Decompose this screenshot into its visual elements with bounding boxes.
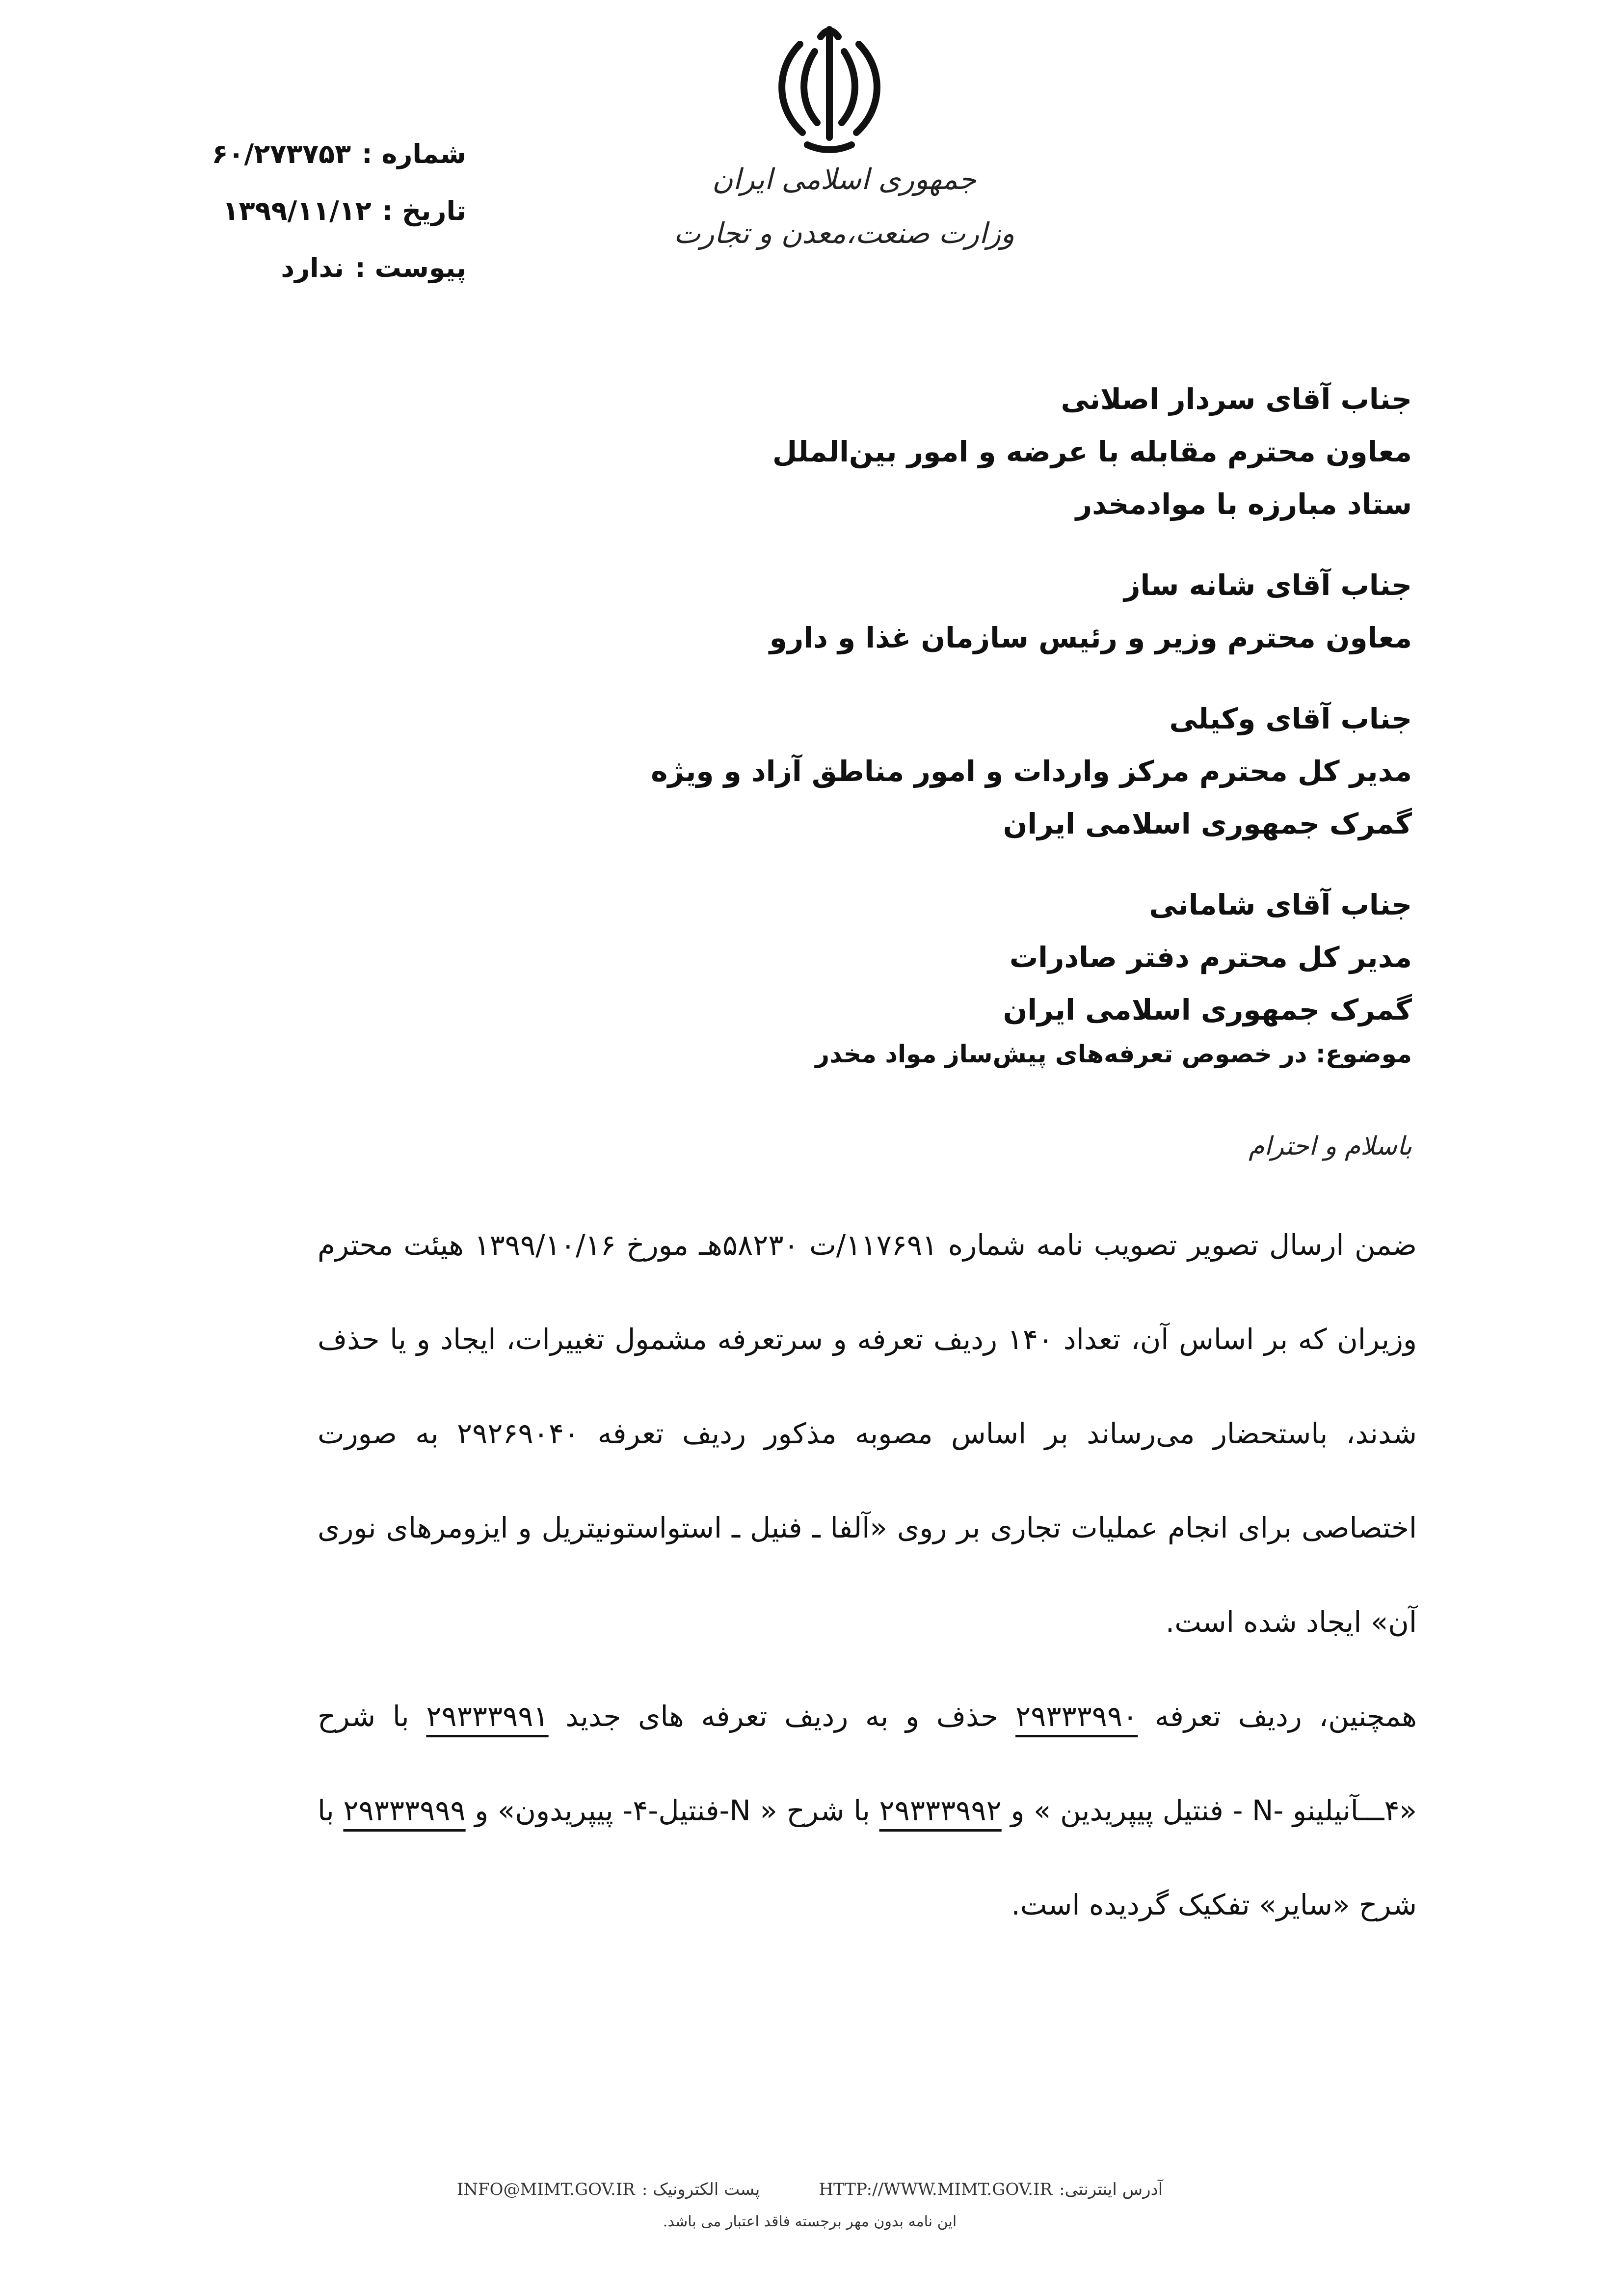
body-text: حذف و به ردیف تعرفه های جدید xyxy=(565,1700,999,1733)
addressee-line: جناب آقای شامانی xyxy=(1149,888,1412,921)
tariff-code: ۲۹۳۳۳۹۹۱ xyxy=(426,1700,549,1733)
body-text: همچنین، ردیف تعرفه xyxy=(1155,1700,1417,1733)
addressee-line: گمرک جمهوری اسلامی ایران xyxy=(1003,807,1412,840)
addressee-list xyxy=(234,373,1412,1065)
website-value: HTTP://WWW.MIMT.GOV.IR xyxy=(819,2180,1053,2199)
letter-subject: موضوع: در خصوص تعرفه‌های پیش‌ساز مواد مخدر xyxy=(815,1040,1412,1068)
ministry-header xyxy=(658,152,1031,260)
website-label: آدرس اینترنتی: xyxy=(1059,2180,1163,2199)
addressee-block xyxy=(234,559,1412,664)
number-value: ۶۰/۲۷۳۷۵۳ xyxy=(212,138,351,169)
tariff-code: ۲۹۳۳۳۹۹۰ xyxy=(1015,1700,1138,1733)
letter-body xyxy=(318,1198,1417,1952)
attachment-row xyxy=(123,239,466,296)
addressee-line: مدیر کل محترم دفتر صادرات xyxy=(1009,941,1412,974)
addressee-line: جناب آقای سردار اصلانی xyxy=(1061,382,1412,416)
addressee-line: ستاد مبارزه با موادمخدر xyxy=(1075,487,1412,521)
tariff-code: ۲۹۳۳۳۹۹۹ xyxy=(343,1794,466,1827)
ministry-name: وزارت صنعت،معدن و تجارت xyxy=(673,216,1015,250)
footer-contact xyxy=(393,2180,1227,2199)
date-row xyxy=(123,182,466,239)
addressee-line: مدیر کل محترم مرکز واردات و امور مناطق آزاد و ویژه xyxy=(651,755,1412,788)
number-label: شماره : xyxy=(362,138,466,169)
body-paragraph-2 xyxy=(318,1669,1417,1952)
email-value: INFO@MIMT.GOV.IR xyxy=(456,2180,635,2199)
email-label: پست الکترونیک : xyxy=(641,2180,760,2199)
body-text: با شرح «سایر» تفکیک گردیده است. xyxy=(318,1794,1417,1921)
body-text: با شرح «۴ـــآنیلینو -N - فنتیل پیپریدین » و xyxy=(318,1700,1417,1827)
iran-emblem-icon xyxy=(766,15,893,162)
addressee-line: گمرک جمهوری اسلامی ایران xyxy=(1003,993,1412,1026)
footer-email xyxy=(457,2180,760,2199)
body-text: با شرح « N-فنتیل-۴- پیپریدون» و xyxy=(475,1794,870,1827)
date-label: تاریخ : xyxy=(382,195,466,226)
addressee-block xyxy=(234,879,1412,1036)
body-paragraph-1: ضمن ارسال تصویر تصویب نامه شماره ۱۱۷۶۹۱/ت ۵۸۲۳۰هـ مورخ ۱۳۹۹/۱۰/۱۶ هیئت محترم وزیران که بر اساس آن، تعداد ۱۴۰ ردیف تعرفه و سرتعرفه مشمول تغییرات، ایجاد و یا حذف شدند، باستحضار می‌رساند بر اساس مصوبه مذکور ردیف تعرفه ۲۹۲۶۹۰۴۰ به صورت اختصاصی برای انجام عملیات تجاری بر روی «آلفا ـ فنیل ـ استواستونیتریل و ایزومرهای نوری آن» ایجاد شده است. xyxy=(318,1228,1417,1639)
letter-meta xyxy=(123,125,466,296)
addressee-block xyxy=(234,693,1412,850)
addressee-line: معاون محترم وزیر و رئیس سازمان غذا و دارو xyxy=(769,621,1412,654)
salutation: باسلام و احترام xyxy=(1249,1132,1412,1161)
addressee-block xyxy=(234,373,1412,531)
tariff-code: ۲۹۳۳۳۹۹۲ xyxy=(879,1794,1002,1827)
letter-footer xyxy=(393,2180,1227,2230)
number-row xyxy=(123,125,466,182)
country-name: جمهوری اسلامی ایران xyxy=(712,162,977,196)
addressee-line: جناب آقای شانه ساز xyxy=(1124,568,1412,602)
addressee-line: جناب آقای وکیلی xyxy=(1169,702,1412,735)
footer-notice: این نامه بدون مهر برجسته فاقد اعتبار می باشد. xyxy=(663,2213,957,2230)
date-value: ۱۳۹۹/۱۱/۱۲ xyxy=(222,195,372,226)
attachment-value: ندارد xyxy=(281,252,345,283)
addressee-line: معاون محترم مقابله با عرضه و امور بین‌الملل xyxy=(772,435,1412,468)
attachment-label: پیوست : xyxy=(355,252,466,283)
footer-website xyxy=(819,2180,1163,2199)
